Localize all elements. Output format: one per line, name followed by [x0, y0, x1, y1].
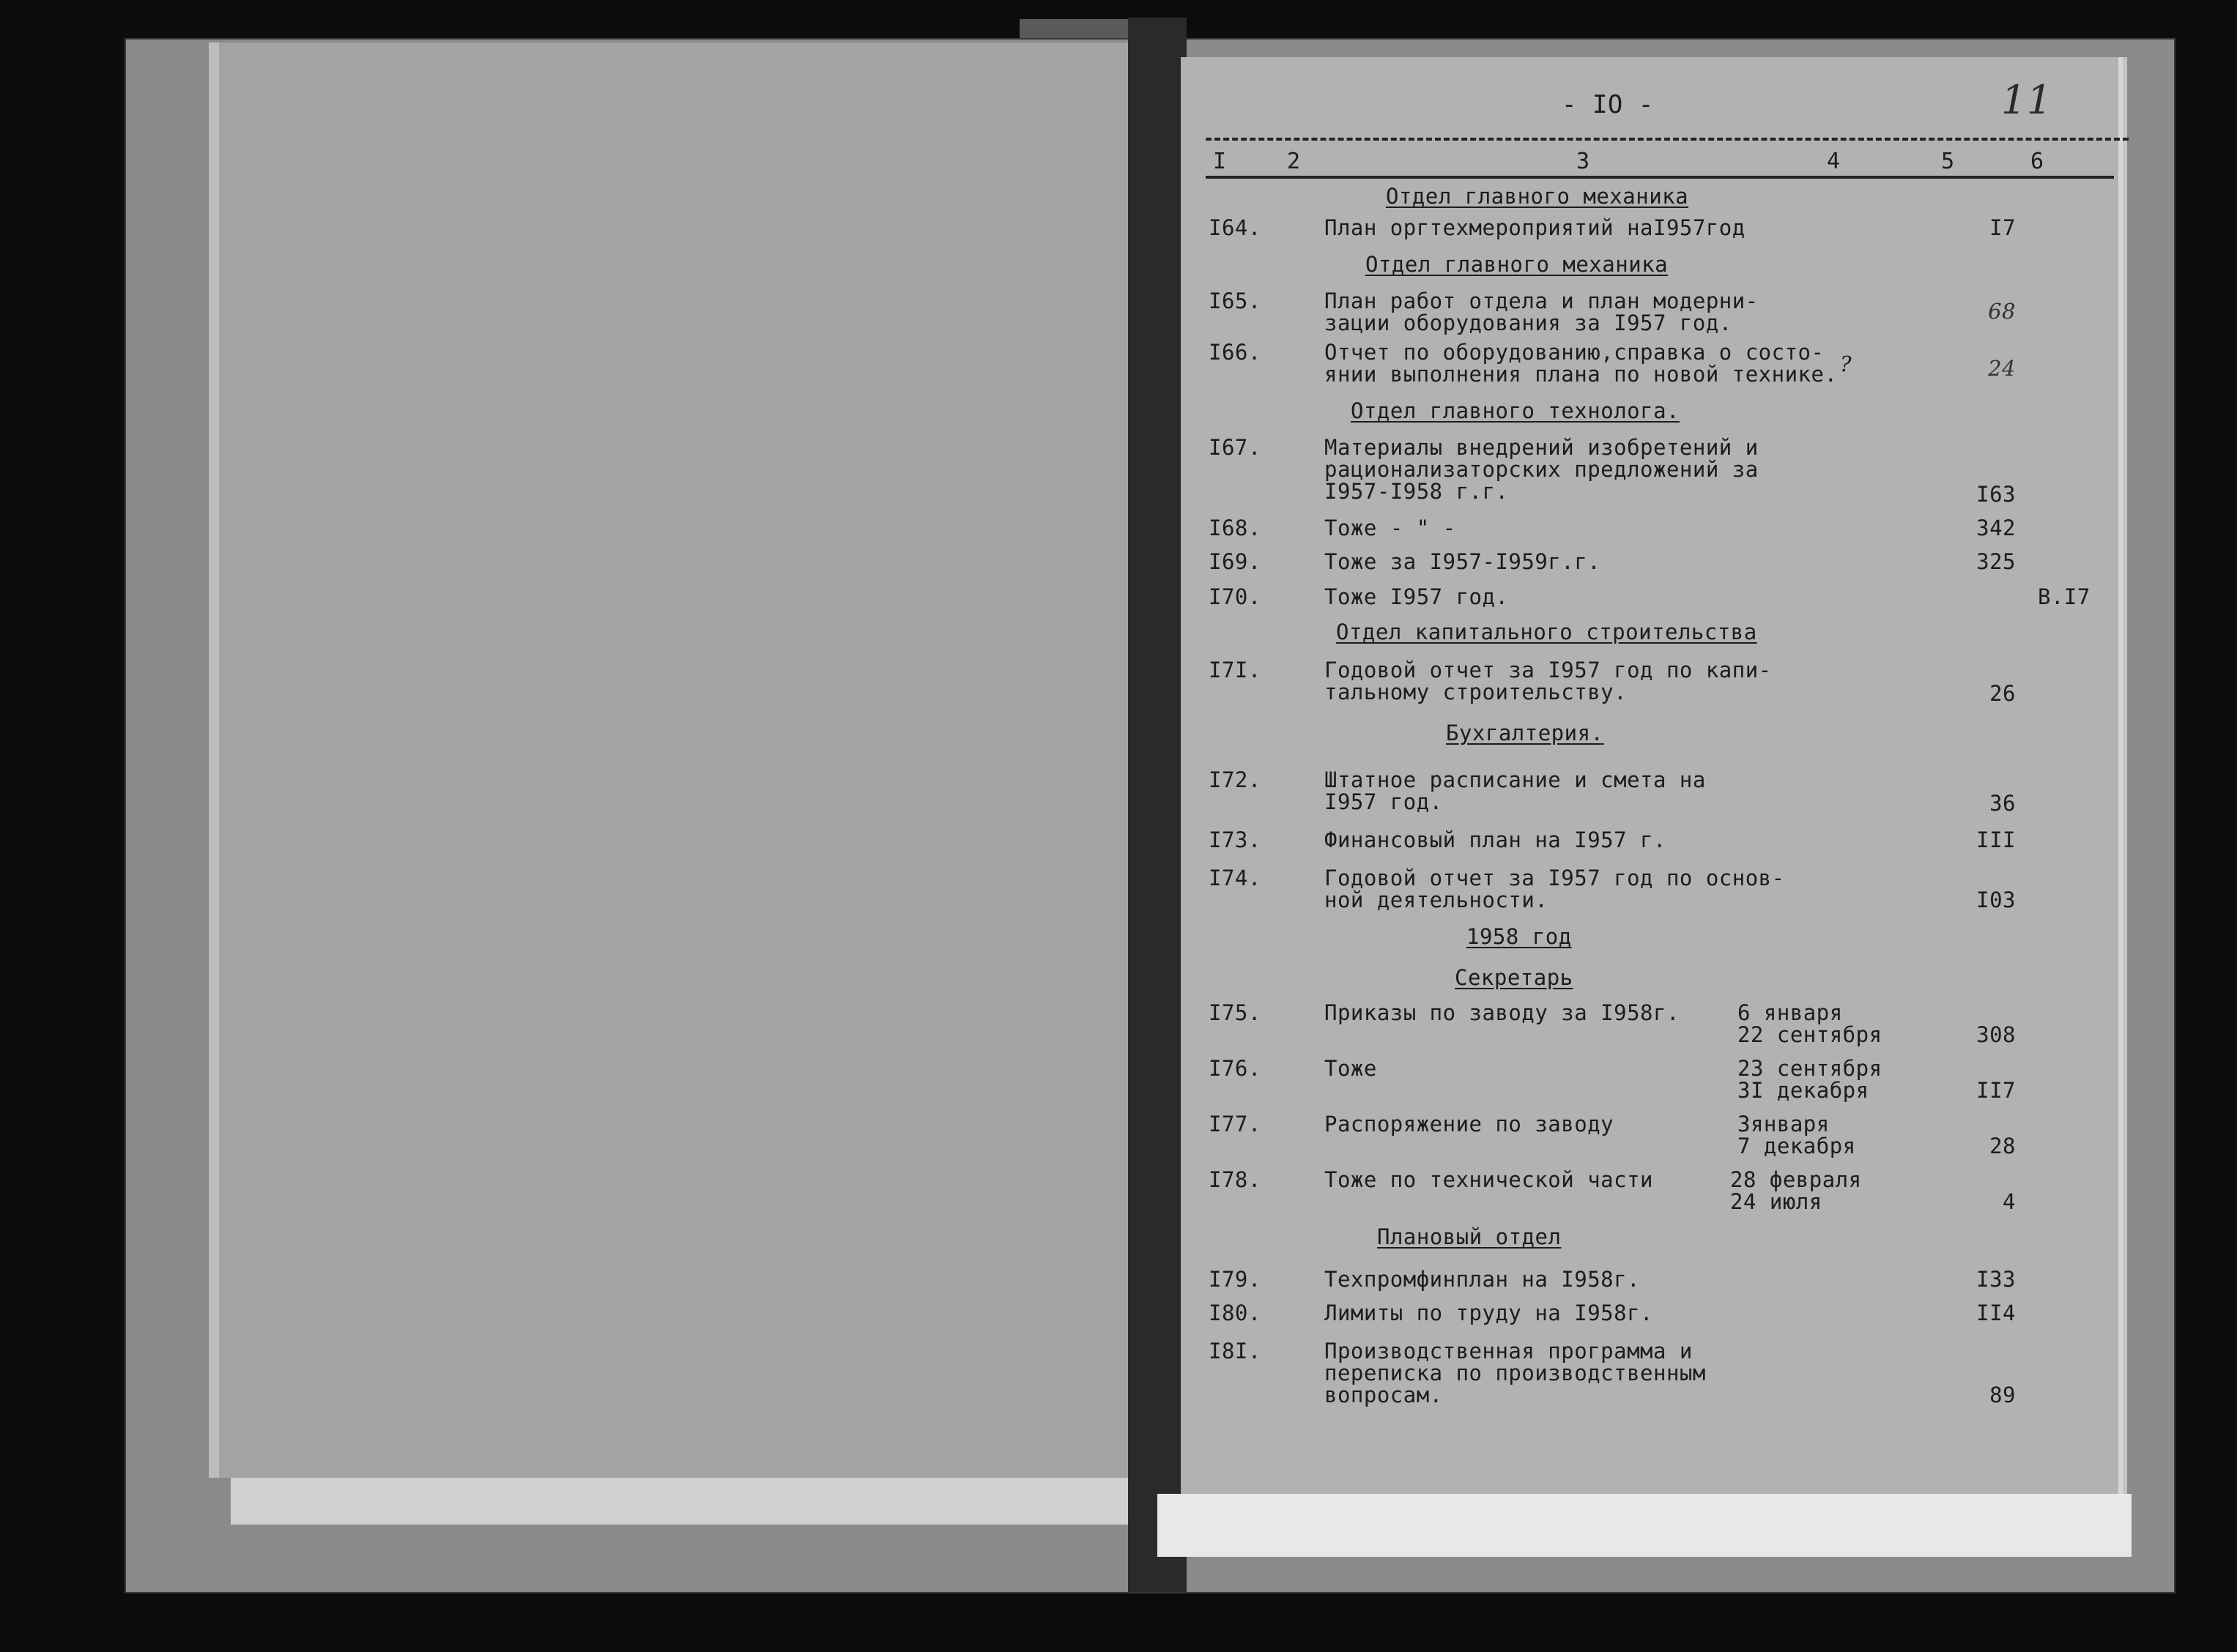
row-date-range: 28 февраля 24 июля: [1730, 1167, 1862, 1214]
row-number: I66.: [1209, 340, 1261, 365]
row-sheet-count: 26: [1989, 681, 2016, 706]
row-number: I74.: [1209, 866, 1261, 890]
row-number: I64.: [1209, 215, 1261, 240]
row-description: Техпромфинплан на I958г.: [1324, 1267, 1641, 1292]
row-sheet-count: 89: [1989, 1383, 2016, 1407]
row-number: I75.: [1209, 1000, 1261, 1025]
row-number: I69.: [1209, 549, 1261, 574]
row-sheet-count: 325: [1976, 549, 2016, 574]
row-description: Лимиты по труду на I958г.: [1324, 1301, 1653, 1325]
row-number: I77.: [1209, 1112, 1261, 1136]
row-description: План оргтехмероприятий наI957год: [1324, 215, 1746, 240]
row-sheet-count: I03: [1976, 888, 2016, 912]
right-page-stack-edge: [1157, 1494, 2132, 1557]
row-description: Распоряжение по заводу: [1324, 1112, 1614, 1136]
row-date-range: 23 сентября 3I декабря: [1737, 1056, 1882, 1103]
section-heading: Отдел главного механика: [1386, 184, 1689, 209]
row-number: I68.: [1209, 516, 1261, 540]
row-date-range: 6 января 22 сентября: [1737, 1000, 1882, 1047]
section-heading: Бухгалтерия.: [1446, 721, 1604, 745]
row-number: I65.: [1209, 289, 1261, 313]
row-sheet-count: 4: [2003, 1189, 2016, 1214]
row-number: I73.: [1209, 827, 1261, 852]
row-description: Тоже: [1324, 1056, 1377, 1081]
row-description: Материалы внедрений изобретений и рационализаторских предложений за I957-I958 г.г.: [1324, 435, 1759, 504]
column-header-1: I: [1213, 149, 1227, 174]
binder-spine-cap: [1020, 19, 1144, 38]
row-description: Штатное расписание и смета на I957 год.: [1324, 767, 1706, 814]
row-description: Приказы по заводу за I958г.: [1324, 1000, 1680, 1025]
page-number: - IO -: [1562, 90, 1654, 119]
row-sheet-count: 308: [1976, 1022, 2016, 1047]
row-sheet-count: I7: [1989, 215, 2016, 240]
row-sheet-count: I33: [1976, 1267, 2016, 1292]
row-description: Тоже - " -: [1324, 516, 1456, 540]
column-header-4: 4: [1827, 149, 1841, 174]
row-sheet-count: II4: [1976, 1301, 2016, 1325]
row-number: I80.: [1209, 1301, 1261, 1325]
row-sheet-count: II7: [1976, 1078, 2016, 1103]
row-description: Производственная программа и переписка по производственным вопросам.: [1324, 1339, 1706, 1407]
section-heading: Отдел капитального строительства: [1336, 620, 1757, 644]
row-description: Годовой отчет за I957 год по капи- тальному строительству.: [1324, 658, 1772, 704]
row-number: I79.: [1209, 1267, 1261, 1292]
typed-inventory-list: [1181, 57, 2118, 1494]
section-heading: Отдел главного механика: [1365, 252, 1669, 277]
section-heading: Секретарь: [1455, 965, 1573, 990]
row-number: I72.: [1209, 767, 1261, 792]
header-rule: [1206, 176, 2114, 179]
row-sheet-count: 28: [1989, 1134, 2016, 1158]
section-heading: Отдел главного технолога.: [1351, 398, 1680, 423]
row-sheet-count: I63: [1976, 482, 2016, 507]
right-document-page: [1181, 57, 2118, 1494]
section-heading: Плановый отдел: [1377, 1224, 1562, 1249]
row-number: I70.: [1209, 584, 1261, 609]
row-date-range: 3января 7 декабря: [1737, 1112, 1856, 1158]
row-description: Тоже по технической части: [1324, 1167, 1653, 1192]
row-sheet-count: 24: [1988, 356, 2016, 381]
binder-spine: [1128, 18, 1187, 1592]
row-description: Тоже I957 год.: [1324, 584, 1509, 609]
column-header-5: 5: [1941, 149, 1955, 174]
row-sheet-count: 68: [1988, 299, 2016, 324]
row-description: Отчет по оборудованию,справка о состо- янии выполнения плана по новой технике.: [1324, 340, 1838, 387]
row-number: I7I.: [1209, 658, 1261, 682]
row-note: В.I7: [2038, 584, 2091, 609]
dashed-rule: [1206, 138, 2129, 141]
row-description: Годовой отчет за I957 год по основ- ной деятельности.: [1324, 866, 1785, 912]
handwritten-question-mark: ?: [1840, 351, 1852, 376]
column-header-3: 3: [1576, 149, 1590, 174]
column-header-2: 2: [1287, 149, 1301, 174]
section-heading: 1958 год: [1466, 924, 1572, 949]
row-sheet-count: 342: [1976, 516, 2016, 540]
row-sheet-count: III: [1976, 827, 2016, 852]
row-number: I8I.: [1209, 1339, 1261, 1363]
row-sheet-count: 36: [1989, 791, 2016, 816]
row-description: Финансовый план на I957 г.: [1324, 827, 1666, 852]
row-number: I76.: [1209, 1056, 1261, 1081]
row-description: План работ отдела и план модерни- зации оборудования за I957 год.: [1324, 289, 1759, 335]
left-page-edge: [231, 1478, 1128, 1525]
left-blank-page: [209, 42, 1176, 1478]
column-header-6: 6: [2030, 149, 2044, 174]
row-number: I67.: [1209, 435, 1261, 460]
handwritten-sheet-number: 11: [2001, 77, 2052, 123]
row-description: Тоже за I957-I959г.г.: [1324, 549, 1601, 574]
row-number: I78.: [1209, 1167, 1261, 1192]
